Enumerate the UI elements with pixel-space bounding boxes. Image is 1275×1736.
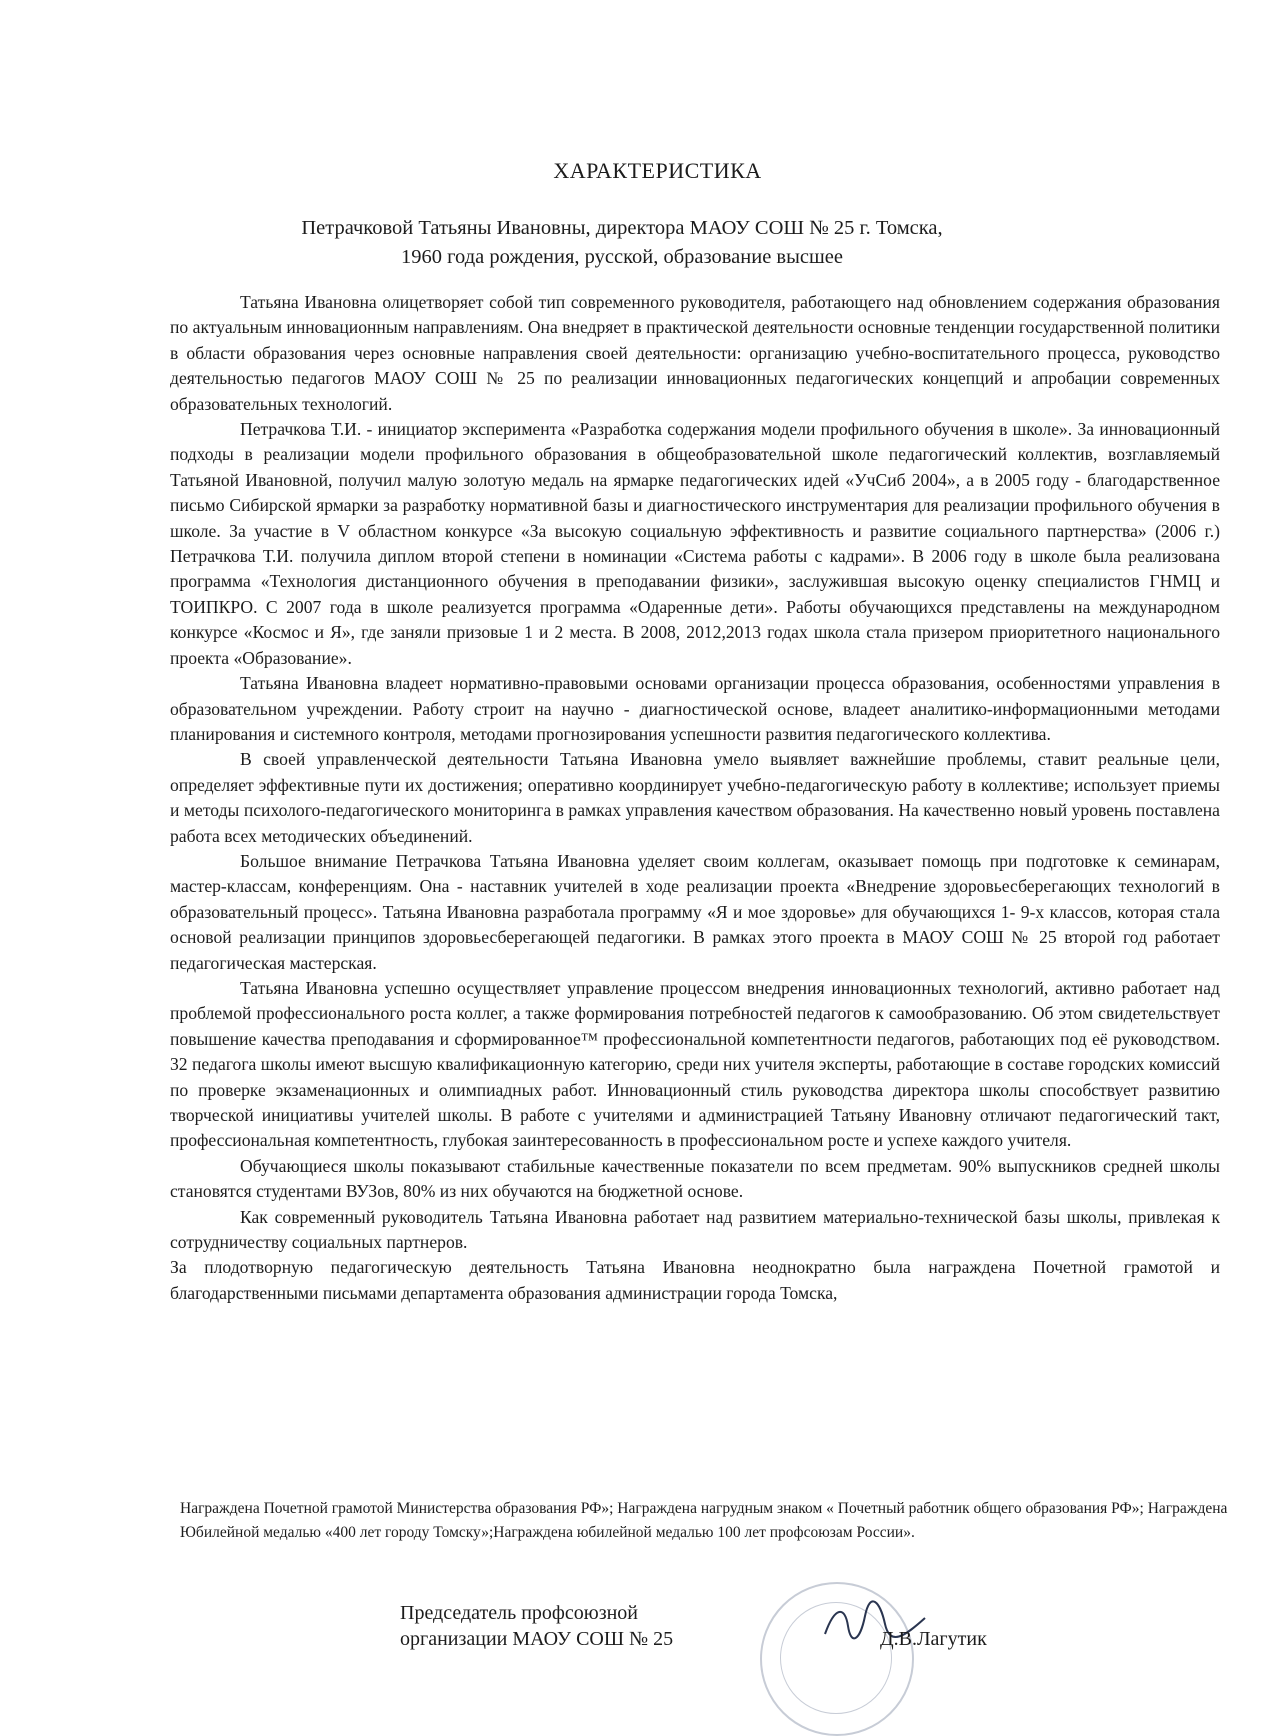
paragraph: Обучающиеся школы показывают стабильные качественные показатели по всем предметам. 90% выпускников средней школы становятся студентами ВУЗов, 80% из них обучаются на бюджетной основе. [170,1155,1220,1202]
subtitle-line-1: Петрачковой Татьяны Ивановны, директора МАОУ СОШ № 25 г. Томска, [301,217,943,239]
award-paragraph: За плодотворную педагогическую деятельность Татьяна Ивановна неоднократно была награждена Почетной грамотой и благодарственными письмами департамента образования администрации города Томска, [170,1257,1220,1303]
paragraph: В своей управленческой деятельности Татьяна Ивановна умело выявляет важнейшие проблемы, ставит реальные цели, определяет эффективные пути их достижения; оперативно координирует учебно-педагогическую работу в коллективе; использует приемы и методы психолого-педагогического мониторинга в рамках управления качеством образования. На качественно новый уровень поставлена работа всех методических объединений. [170,749,1220,846]
subtitle-line-2: 1960 года рождения, русской, образование высшее [401,246,843,268]
paragraph: Татьяна Ивановна успешно осуществляет управление процессом внедрения инновационных технологий, активно работает над проблемой профессионального роста коллег, а также формирования потребностей педагогов к самообразованию. Об этом свидетельствует повышение качества преподавания и сформированное™ профессиональной компетентности педагогов, работающих под её руководством. 32 педагога школы имеют высшую квалификационную категорию, среди них учителя эксперты, работающие в составе городских комиссий по проверке экзаменационных и олимпиадных работ. Инновационный стиль руководства директора школы способствует развитию творческой инициативы учителей школы. В работе с учителями и администрацией Татьяну Ивановну отличают педагогический такт, профессиональная компетентность, глубокая заинтересованность в профессиональном росте и успехе каждого учителя. [170,977,1220,1151]
document-subtitle [222,214,1022,272]
signature-block [400,1600,1230,1650]
document-body [170,290,1220,1306]
awards-list: Награждена Почетной грамотой Министерства образования РФ»; Награждена нагрудным знаком « Почетный работник общего образования РФ»; Награждена Юбилейной медалью «400 лет городу Томску»;Награждена юбилейной медалью 100 лет профсоюзам России». [180,1500,1228,1541]
paragraph: Татьяна Ивановна олицетворяет собой тип современного руководителя, работающего над обновлением содержания образования по актуальным инновационным направлениям. Она внедряет в практической деятельности основные тенденции государственной политики в области образования через основные направления своей деятельности: организацию учебно-воспитательного процесса, руководство деятельностью педагогов МАОУ СОШ № 25 по реализации инновационных педагогических концепций и апробации современных образовательных технологий. [170,292,1220,414]
paragraph: Татьяна Ивановна владеет нормативно-правовыми основами организации процесса образования, особенностями управления в образовательном учреждении. Работу строит на научно - диагностической основе, владеет аналитико-информационными методами планирования и системного контроля, методами прогнозирования успешности развития педагогического коллектива. [170,673,1220,744]
signature-title-line-1: Председатель профсоюзной [400,1602,639,1624]
paragraph: Петрачкова Т.И. - инициатор эксперимента «Разработка содержания модели профильного обучения в школе». За инновационный подходы в реализации модели профильного образования в общеобразовательной школе педагогический коллектив, возглавляемый Татьяной Ивановной, получил малую золотую медаль на ярмарке педагогических идей «УчСиб 2004», а в 2005 году - благодарственное письмо Сибирской ярмарки за разработку нормативной базы и диагностического инструментария для реализации профильного обучения в школе. За участие в V областном конкурсе «За высокую социальную эффективность и развитие социального партнерства» (2006 г.) Петрачкова Т.И. получила диплом второй степени в номинации «Система работы с кадрами». В 2006 году в школе была реализована программа «Технология дистанционного обучения в преподавании физики», заслужившая высокую оценку специалистов ГНМЦ и ТОИПКРО. С 2007 года в школе реализуется программа «Одаренные дети». Работы обучающихся представлены на международном конкурсе «Космос и Я», где заняли призовые 1 и 2 места. В 2008, 2012,2013 годах школа стала призером приоритетного национального проекта «Образование». [170,419,1220,668]
signatory-name: Д.В.Лагутик [880,1628,987,1650]
document-title: ХАРАКТЕРИСТИКА [553,158,762,183]
paragraph: Как современный руководитель Татьяна Ивановна работает над развитием материально-технической базы школы, привлекая к сотрудничеству социальных партнеров. [170,1206,1220,1253]
signature-title-line-2: организации МАОУ СОШ № 25 [400,1628,674,1650]
paragraph: Большое внимание Петрачкова Татьяна Ивановна уделяет своим коллегам, оказывает помощь при подготовке к семинарам, мастер-классам, конференциям. Она - наставник учителей в ходе реализации проекта «Внедрение здоровьесберегающих технологий в образовательный процесс». Татьяна Ивановна разработала программу «Я и мое здоровье» для обучающихся 1- 9-х классов, которая стала основой реализации принципов здоровьесберегающей педагогики. В рамках этого проекта в МАОУ СОШ № 25 второй год работает педагогическая мастерская. [170,850,1220,973]
